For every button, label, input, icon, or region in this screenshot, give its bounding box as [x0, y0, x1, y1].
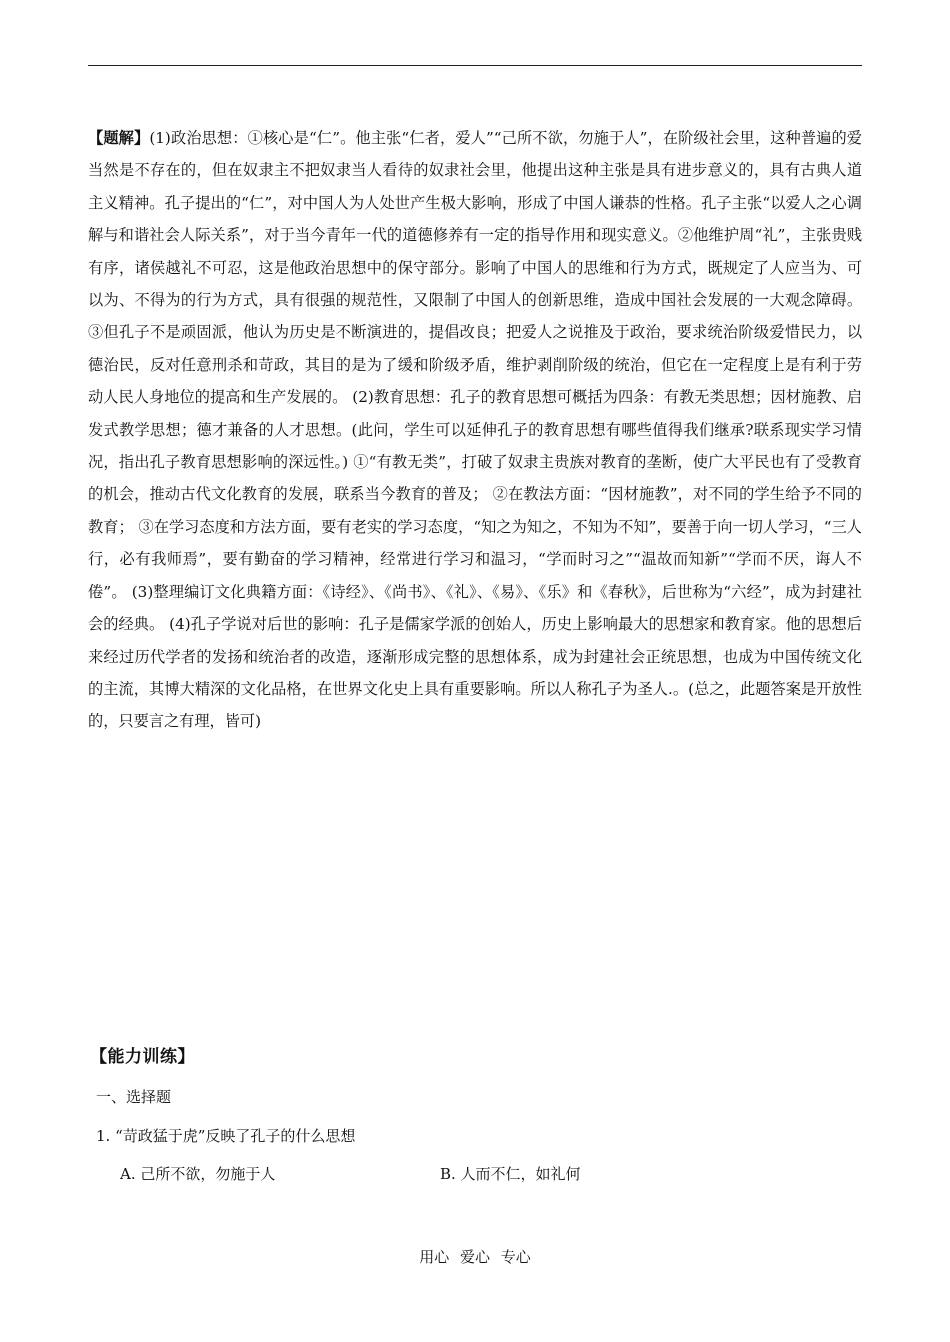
question-1-option-a: A. 己所不欲，勿施于人: [120, 1165, 276, 1183]
question-1: 1. “苛政猛于虎”反映了孔子的什么思想: [96, 1127, 356, 1145]
explanation-tag: 【题解】: [88, 129, 150, 147]
explanation-body: (1)政治思想：①核心是“仁”。他主张“仁者，爱人”“己所不欲，勿施于人”，在阶级社会里，这种普遍的爱当然是不存在的，但在奴隶主不把奴隶当人看待的奴隶社会里，他提出这种主张是具有进步意义的，具有古典人道主义精神。孔子提出的“仁”，对中国人为人处世产生极大影响，形成了中国人谦恭的性格。孔子主张“以爱人之心调解与和谐社会人际关系”，对于当今青年一代的道德修养有一定的指导作用和现实意义。②他维护周“礼”，主张贵贱有序，诸侯越礼不可忍，这是他政治思想中的保守部分。影响了中国人的思维和行为方式，既规定了人应当为、可以为、不得为的行为方式，具有很强的规范性，又限制了中国人的创新思维，造成中国社会发展的一大观念障碍。 ③但孔子不是顽固派，他认为历史是不断演进的，提倡改良；把爱人之说推及于政治，要求统治阶级爱惜民力，以德治民，反对任意刑杀和苛政，其目的是为了缓和阶级矛盾，维护剥削阶级的统治，但它在一定程度上是有利于劳动人民人身地位的提高和生产发展的。 (2)教育思想：孔子的教育思想可概括为四条：有教无类思想；因材施教、启发式教学思想；德才兼备的人才思想。(此问，学生可以延伸孔子的教育思想有哪些值得我们继承?联系现实学习情况，指出孔子教育思想影响的深远性。) ①“有教无类”，打破了奴隶主贵族对教育的垄断，使广大平民也有了受教育的机会，推动古代文化教育的发展，联系当今教育的普及； ②在教法方面：“因材施教”，对不同的学生给予不同的教育； ③在学习态度和方法方面，要有老实的学习态度，“知之为知之，不知为不知”，要善于向一切人学习，“三人行，必有我师焉”，要有勤奋的学习精神，经常进行学习和温习，“学而时习之”“温故而知新”“学而不厌，诲人不倦”。 (3)整理编订文化典籍方面：《诗经》、《尚书》、《礼》、《易》、《乐》和《春秋》，后世称为“六经”，成为封建社会的经典。 (4)孔子学说对后世的影响：孔子是儒家学派的创始人，历史上影响最大的思想家和教育家。他的思想后来经过历代学者的发扬和统治者的改造，逐渐形成完整的思想体系，成为封建社会正统思想，也成为中国传统文化的主流，其博大精深的文化品格，在世界文化史上具有重要影响。所以人称孔子为圣人.。(总之，此题答案是开放性的，只要言之有理，皆可): [88, 129, 862, 731]
explanation-paragraph: [88, 122, 862, 738]
page-footer: 用心 爱心 专心: [419, 1248, 531, 1266]
question-1-option-b: B. 人而不仁，如礼何: [440, 1165, 581, 1183]
header-rule: [88, 65, 862, 66]
part-heading-multiple-choice: 一、选择题: [96, 1088, 172, 1106]
section-title-ability-training: 【能力训练】: [90, 1047, 195, 1067]
